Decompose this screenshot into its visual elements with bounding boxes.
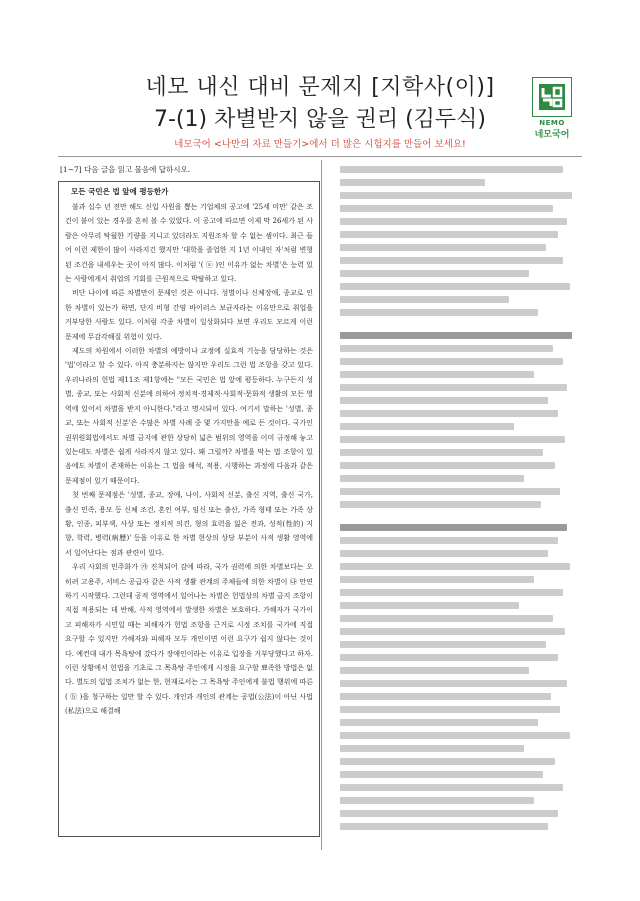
passage-box: [58, 181, 320, 837]
blurred-text-line: [340, 488, 560, 495]
blurred-text-line: [340, 179, 485, 186]
page-title: 네모 내신 대비 문제지 [지학사(이)]: [145, 75, 495, 100]
blurred-text-line: [340, 732, 570, 739]
blurred-text-line: [340, 257, 563, 264]
blurred-text-line: [340, 371, 534, 378]
passage-paragraph: 우리 사회의 민주화가 ㉮ 진척되어 감에 따라, 국가 권력에 의한 차별보다는 오히려 고용주, 서비스 공급자 같은 사적 생활 관계의 주체들에 의한 차별이 ㉯ 만연하기 시작했다. 그런데 공적 영역에서 일어나는 차별은 헌법상의 차별 금지 조항이 직접 적용되는 데 반해, 사적 영역에서 발생한 차별은 보호하다. 가해자가 국가이고 피해자가 시민일 때는 피해자가 헌법 조항을 근거로 시정 조치를 국가에 직접 요구할 수 있지만 가해자와 피해자 모두 개인이면 이런 요구가 쉽지 않다는 것이다. 예컨대 내가 목욕탕에 갔다가 장애인이라는 이유로 입장을 거부당했다고 하자. 이런 상황에서 헌법을 기초로 그 목욕탕 주인에게 시정을 요구할 뾰족한 방법은 없다. 별도의 입법 조치가 없는 한, 현재로서는 그 목욕탕 주인에게 불법 행위에 따른 ( ⓑ )을 청구하는 일만 할 수 있다. 개인과 개인의 관계는 공법(公法)이 아닌 사법(私法)으로 해결해: [65, 563, 313, 716]
blurred-text-line: [340, 693, 551, 700]
header-divider: [58, 156, 582, 157]
nemo-logo: [527, 77, 577, 140]
blurred-text-line: [340, 192, 572, 199]
blurred-text-line: [340, 423, 514, 430]
blurred-text-line: [340, 706, 560, 713]
blurred-text-line: [340, 244, 546, 251]
blurred-text-line: [340, 345, 553, 352]
blurred-text-line: [340, 563, 570, 570]
question-instruction: [1~7] 다음 글을 읽고 물음에 답하시오.: [60, 165, 191, 174]
blurred-text-line: [340, 309, 538, 316]
passage-paragraph: 제도의 차원에서 이러한 차별의 예방이나 교정에 실효적 기능을 담당하는 것은 '법'이라고 할 수 있다. 아직 충분하지는 않지만 우리도 그런 법 조항을 갖고 있다. 우리나라의 헌법 제11조 제1항에는 "모든 국민은 법 앞에 평등하다. 누구든지 성별, 종교, 또는 사회적 신분에 의하여 정치적·경제적·사회적·문화적 생활의 모든 영역에 있어서 차별을 받지 아니한다."라고 명시되어 있다. 여기서 말하는 '성별, 종교, 또는 사회적 신분'은 수많은 차별 사례 중 몇 가지만을 예로 든 것이다. 국가인권위원회법에서도 차별 금지에 관한 상당히 넓은 범위의 영역을 이미 규정해 놓고 있는데도 차별은 쉽게 사라지지 않고 있다. 왜 그럴까? 차별을 막는 법 조항이 있음에도 차별이 존재하는 이유는 그 법을 해석, 적용, 시행하는 과정에 다음과 같은 문제점이 있기 때문이다.: [65, 347, 313, 485]
blurred-text-line: [340, 680, 567, 687]
blurred-text-line: [340, 602, 519, 609]
column-divider: [321, 160, 322, 850]
blurred-text-line: [340, 436, 565, 443]
blurred-text-line: [340, 576, 534, 583]
blurred-text-line: [340, 784, 563, 791]
blurred-text-line: [340, 745, 524, 752]
blurred-text-line: [340, 771, 543, 778]
blurred-text-line: [340, 270, 529, 277]
blurred-text-line: [340, 550, 548, 557]
blurred-text-line: [340, 667, 529, 674]
passage-title: 모든 국민은 법 앞에 평등한가: [71, 187, 169, 196]
logo-text-en: NEMO: [539, 119, 565, 127]
blurred-text-line: [340, 166, 563, 173]
blurred-question-line: [340, 524, 567, 531]
blurred-text-line: [340, 589, 563, 596]
blurred-text-line: [340, 797, 534, 804]
page-header: [0, 0, 640, 170]
blurred-text-line: [340, 358, 563, 365]
blurred-text-line: [340, 475, 524, 482]
blurred-text-line: [340, 823, 548, 830]
blurred-text-line: [340, 501, 541, 508]
blurred-question-line: [340, 332, 572, 339]
logo-mark-icon: [532, 77, 572, 117]
blurred-text-line: [340, 449, 543, 456]
blurred-text-line: [340, 296, 509, 303]
passage-paragraph: 불과 십수 년 전만 해도 신입 사원을 뽑는 기업체의 공고에 '25세 미만' 같은 조건이 붙어 있는 경우를 흔히 볼 수 있었다. 이 공고에 따르면 이제 막 26세가 된 사람은 아무리 탁월한 기량을 지니고 있더라도 지원조차 할 수 없는 셈이다. 최근 들어 이런 제한이 많이 사라지긴 했지만 '대학을 졸업한 지 1년 이내인 자'처럼 변형된 조건을 내세우는 곳이 아직 많다. 이처럼 '( ⓐ )인 이유가 없는 차별'은 능력 있는 사람에게서 취업의 기회를 근원적으로 박탈하고 있다.: [65, 203, 313, 284]
blurred-text-line: [340, 231, 558, 238]
blurred-text-line: [340, 205, 553, 212]
blurred-text-line: [340, 758, 555, 765]
blurred-text-line: [340, 719, 538, 726]
logo-text-ko: 네모국어: [534, 130, 570, 140]
blurred-text-line: [340, 810, 558, 817]
left-column: [58, 160, 320, 837]
blurred-text-line: [340, 615, 553, 622]
page-subtitle-title: 7-(1) 차별받지 않을 권리 (김두식): [153, 107, 486, 132]
blurred-text-line: [340, 283, 570, 290]
blurred-text-line: [340, 654, 558, 661]
blurred-text-line: [340, 218, 567, 225]
blurred-text-line: [340, 410, 558, 417]
blurred-text-line: [340, 397, 548, 404]
promo-text: 네모국어 <나만의 자료 만들기>에서 더 많은 시험지를 만들어 보세요!: [174, 139, 466, 150]
blurred-text-line: [340, 641, 546, 648]
blurred-text-line: [340, 537, 558, 544]
blurred-text-line: [340, 628, 565, 635]
blurred-text-line: [340, 462, 555, 469]
passage-paragraph: 첫 번째 문제점은 '성별, 종교, 장애, 나이, 사회적 신분, 출신 지역, 출신 국가, 출신 민족, 용모 등 신체 조건, 혼인 여부, 임신 또는 출산, 가족 형태 또는 가족 상황, 인종, 피부색, 사상 또는 정치적 의견, 형의 효력을 잃은 전과, 성적(性的) 지향, 학력, 병력(病歷)' 등을 이유로 한 차별 현상의 상당 부분이 사적 생활 영역에서 일어난다는 점과 관련이 있다.: [65, 491, 313, 557]
blurred-text-line: [340, 384, 567, 391]
passage-paragraph: 비단 나이에 따른 차별만이 문제인 것은 아니다. 성별이나 신체장애, 종교로 인한 차별이 있는가 하면, 단지 비형 간염 바이러스 보균자라는 이유만으로 취업을 거부당한 사람도 있다. 이처럼 각종 차별이 일상화되다 보면 우리도 모르게 이런 문제에 무감각해질 위험이 있다.: [65, 289, 313, 341]
blurred-questions-column: [340, 160, 582, 840]
